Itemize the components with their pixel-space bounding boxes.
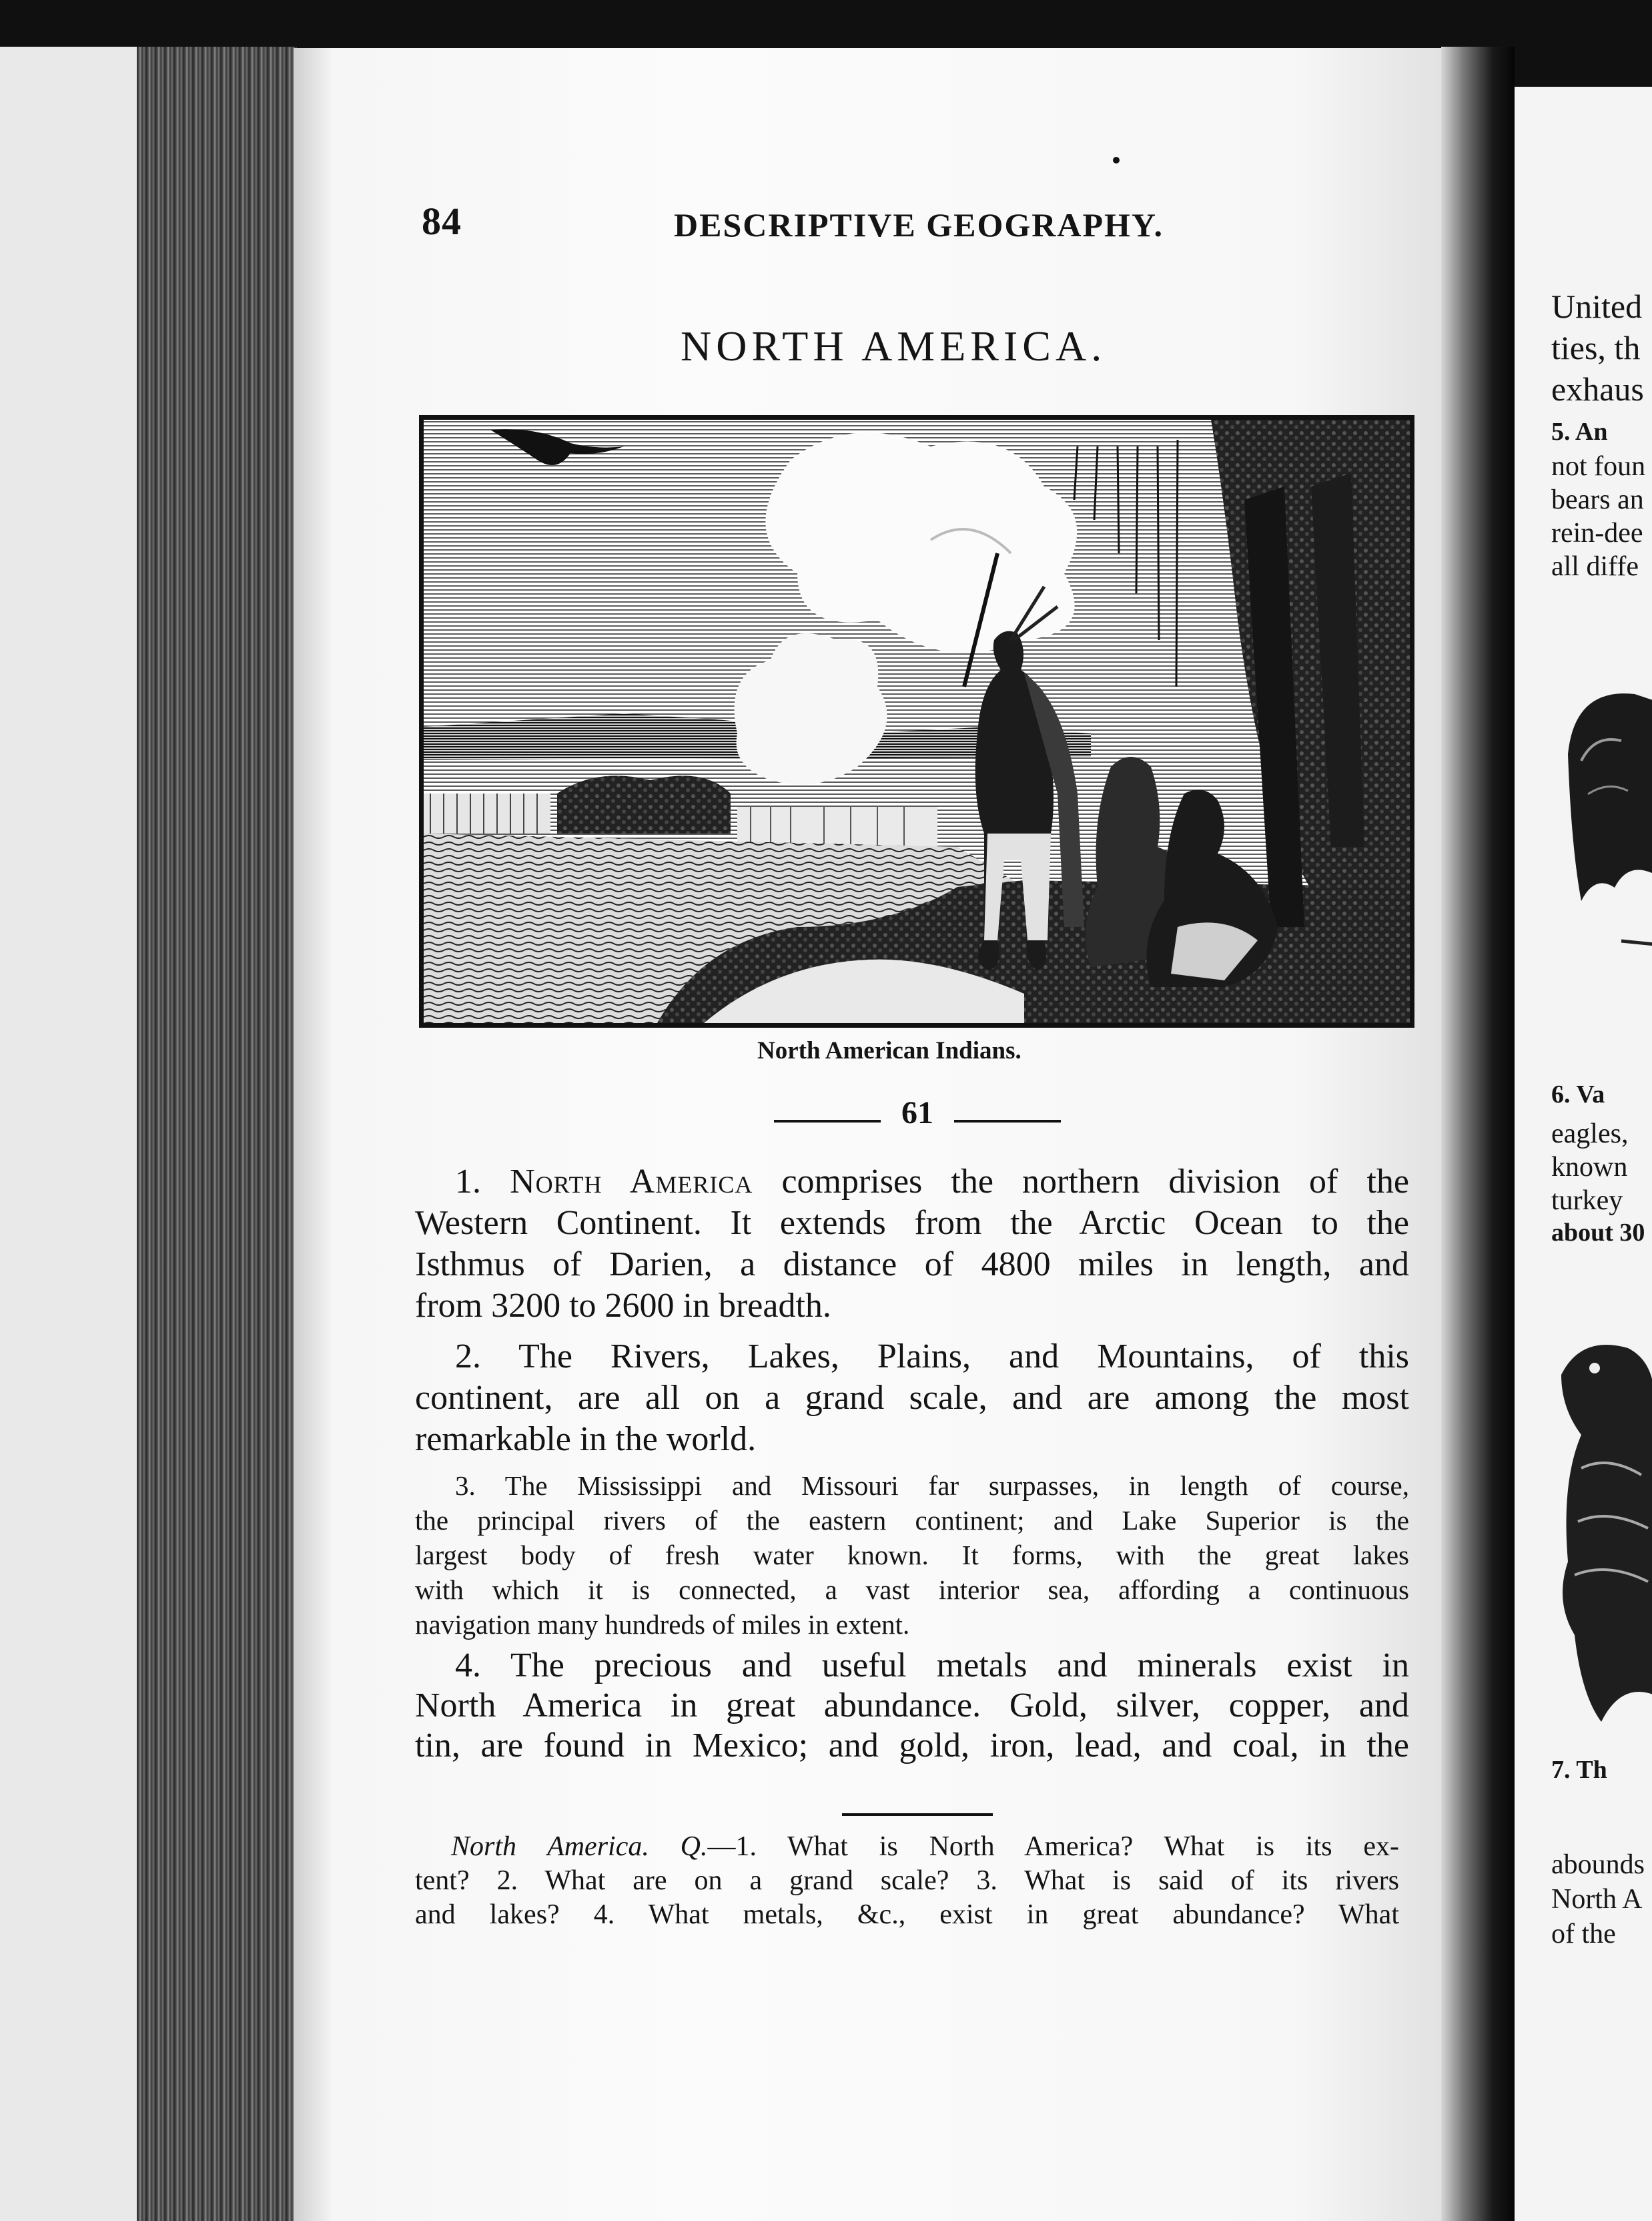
- book-fore-edge: [137, 47, 297, 2221]
- facing-line: of the: [1551, 1919, 1616, 1949]
- eagle-engraving-fragment: [1555, 1321, 1652, 1755]
- facing-line: 7. Th: [1551, 1756, 1607, 1784]
- facing-line: eagles,: [1551, 1119, 1629, 1149]
- paragraph-line: remarkable in the world.: [415, 1420, 757, 1458]
- engraving-drawing: [424, 420, 1410, 1023]
- facing-line: known: [1551, 1152, 1628, 1183]
- questions-rule: [842, 1813, 993, 1816]
- paragraph-line: 2. The Rivers, Lakes, Plains, and Mountains, of this: [455, 1337, 1409, 1375]
- divider-rule-right: [954, 1120, 1061, 1123]
- paragraph-4: [415, 1646, 1409, 1766]
- left-margin-strip: [0, 47, 137, 2221]
- book-gutter-shadow: [1441, 47, 1515, 2221]
- facing-line: North A: [1551, 1884, 1643, 1915]
- paragraph-line: [415, 1161, 1409, 1203]
- paragraph-line: North America in great abundance. Gold, silver, copper, and: [415, 1686, 1409, 1724]
- paragraph-line: with which it is connected, a vast interior sea, affording a continuous: [415, 1574, 1409, 1605]
- paragraph-line: largest body of fresh water known. It forms, with the great lakes: [415, 1540, 1409, 1570]
- paragraph-line: Western Continent. It extends from the Arctic Ocean to the: [415, 1204, 1409, 1242]
- small-caps-term: North America: [510, 1163, 753, 1201]
- engraving-illustration: [419, 415, 1414, 1028]
- page-number: 84: [422, 200, 462, 243]
- section-title: NORTH AMERICA.: [681, 322, 1107, 370]
- facing-line: bears an: [1551, 485, 1644, 515]
- facing-line: rein-dee: [1551, 518, 1643, 549]
- paragraph-3: [415, 1468, 1409, 1642]
- lesson-number: 61: [901, 1095, 933, 1131]
- figure-caption: North American Indians.: [757, 1037, 1021, 1064]
- paragraph-line: navigation many hundreds of miles in extent.: [415, 1609, 910, 1640]
- review-questions: [415, 1830, 1399, 1932]
- paragraph-line: 4. The precious and useful metals and minerals exist in: [455, 1646, 1409, 1684]
- question-text: —1. What is North America? What is its ex-: [707, 1831, 1399, 1862]
- question-line: and lakes? 4. What metals, &c., exist in great abundance? What: [415, 1899, 1399, 1930]
- facing-line: turkey: [1551, 1185, 1623, 1216]
- facing-line: exhaus: [1551, 370, 1644, 408]
- paragraph-number: 1.: [455, 1163, 510, 1201]
- facing-line: ties, th: [1551, 329, 1641, 366]
- facing-line: 5. An: [1551, 418, 1608, 446]
- ink-speck: [1113, 157, 1120, 164]
- facing-line: 6. Va: [1551, 1080, 1605, 1108]
- paragraph-line: the principal rivers of the eastern continent; and Lake Superior is the: [415, 1505, 1409, 1536]
- facing-line: all diffe: [1551, 551, 1639, 582]
- paragraph-line: tin, are found in Mexico; and gold, iron, lead, and coal, in the: [415, 1726, 1409, 1765]
- facing-line: abounds: [1551, 1849, 1645, 1880]
- paragraph-line: Isthmus of Darien, a distance of 4800 miles in length, and: [415, 1245, 1409, 1283]
- question-line: tent? 2. What are on a grand scale? 3. What is said of its rivers: [415, 1865, 1399, 1896]
- facing-line: not foun: [1551, 451, 1646, 482]
- questions-lead: North America. Q.: [451, 1831, 708, 1862]
- paragraph-2: [415, 1336, 1409, 1460]
- facing-page-fragment: [1515, 87, 1652, 2221]
- paragraph-line: from 3200 to 2600 in breadth.: [415, 1287, 831, 1325]
- paragraph-line: continent, are all on a grand scale, and are among the most: [415, 1379, 1409, 1417]
- question-line: [415, 1830, 1399, 1864]
- running-head-title: DESCRIPTIVE GEOGRAPHY.: [674, 206, 1164, 244]
- paragraph-line: 3. The Mississippi and Missouri far surpasses, in length of course,: [455, 1470, 1409, 1501]
- lesson-divider: [774, 1094, 1061, 1135]
- bison-engraving-fragment: [1555, 674, 1652, 954]
- paragraph-1: [415, 1161, 1409, 1327]
- facing-line: United: [1551, 288, 1643, 325]
- facing-line: about 30: [1551, 1219, 1645, 1247]
- paragraph-text: comprises the northern division of the: [753, 1163, 1409, 1201]
